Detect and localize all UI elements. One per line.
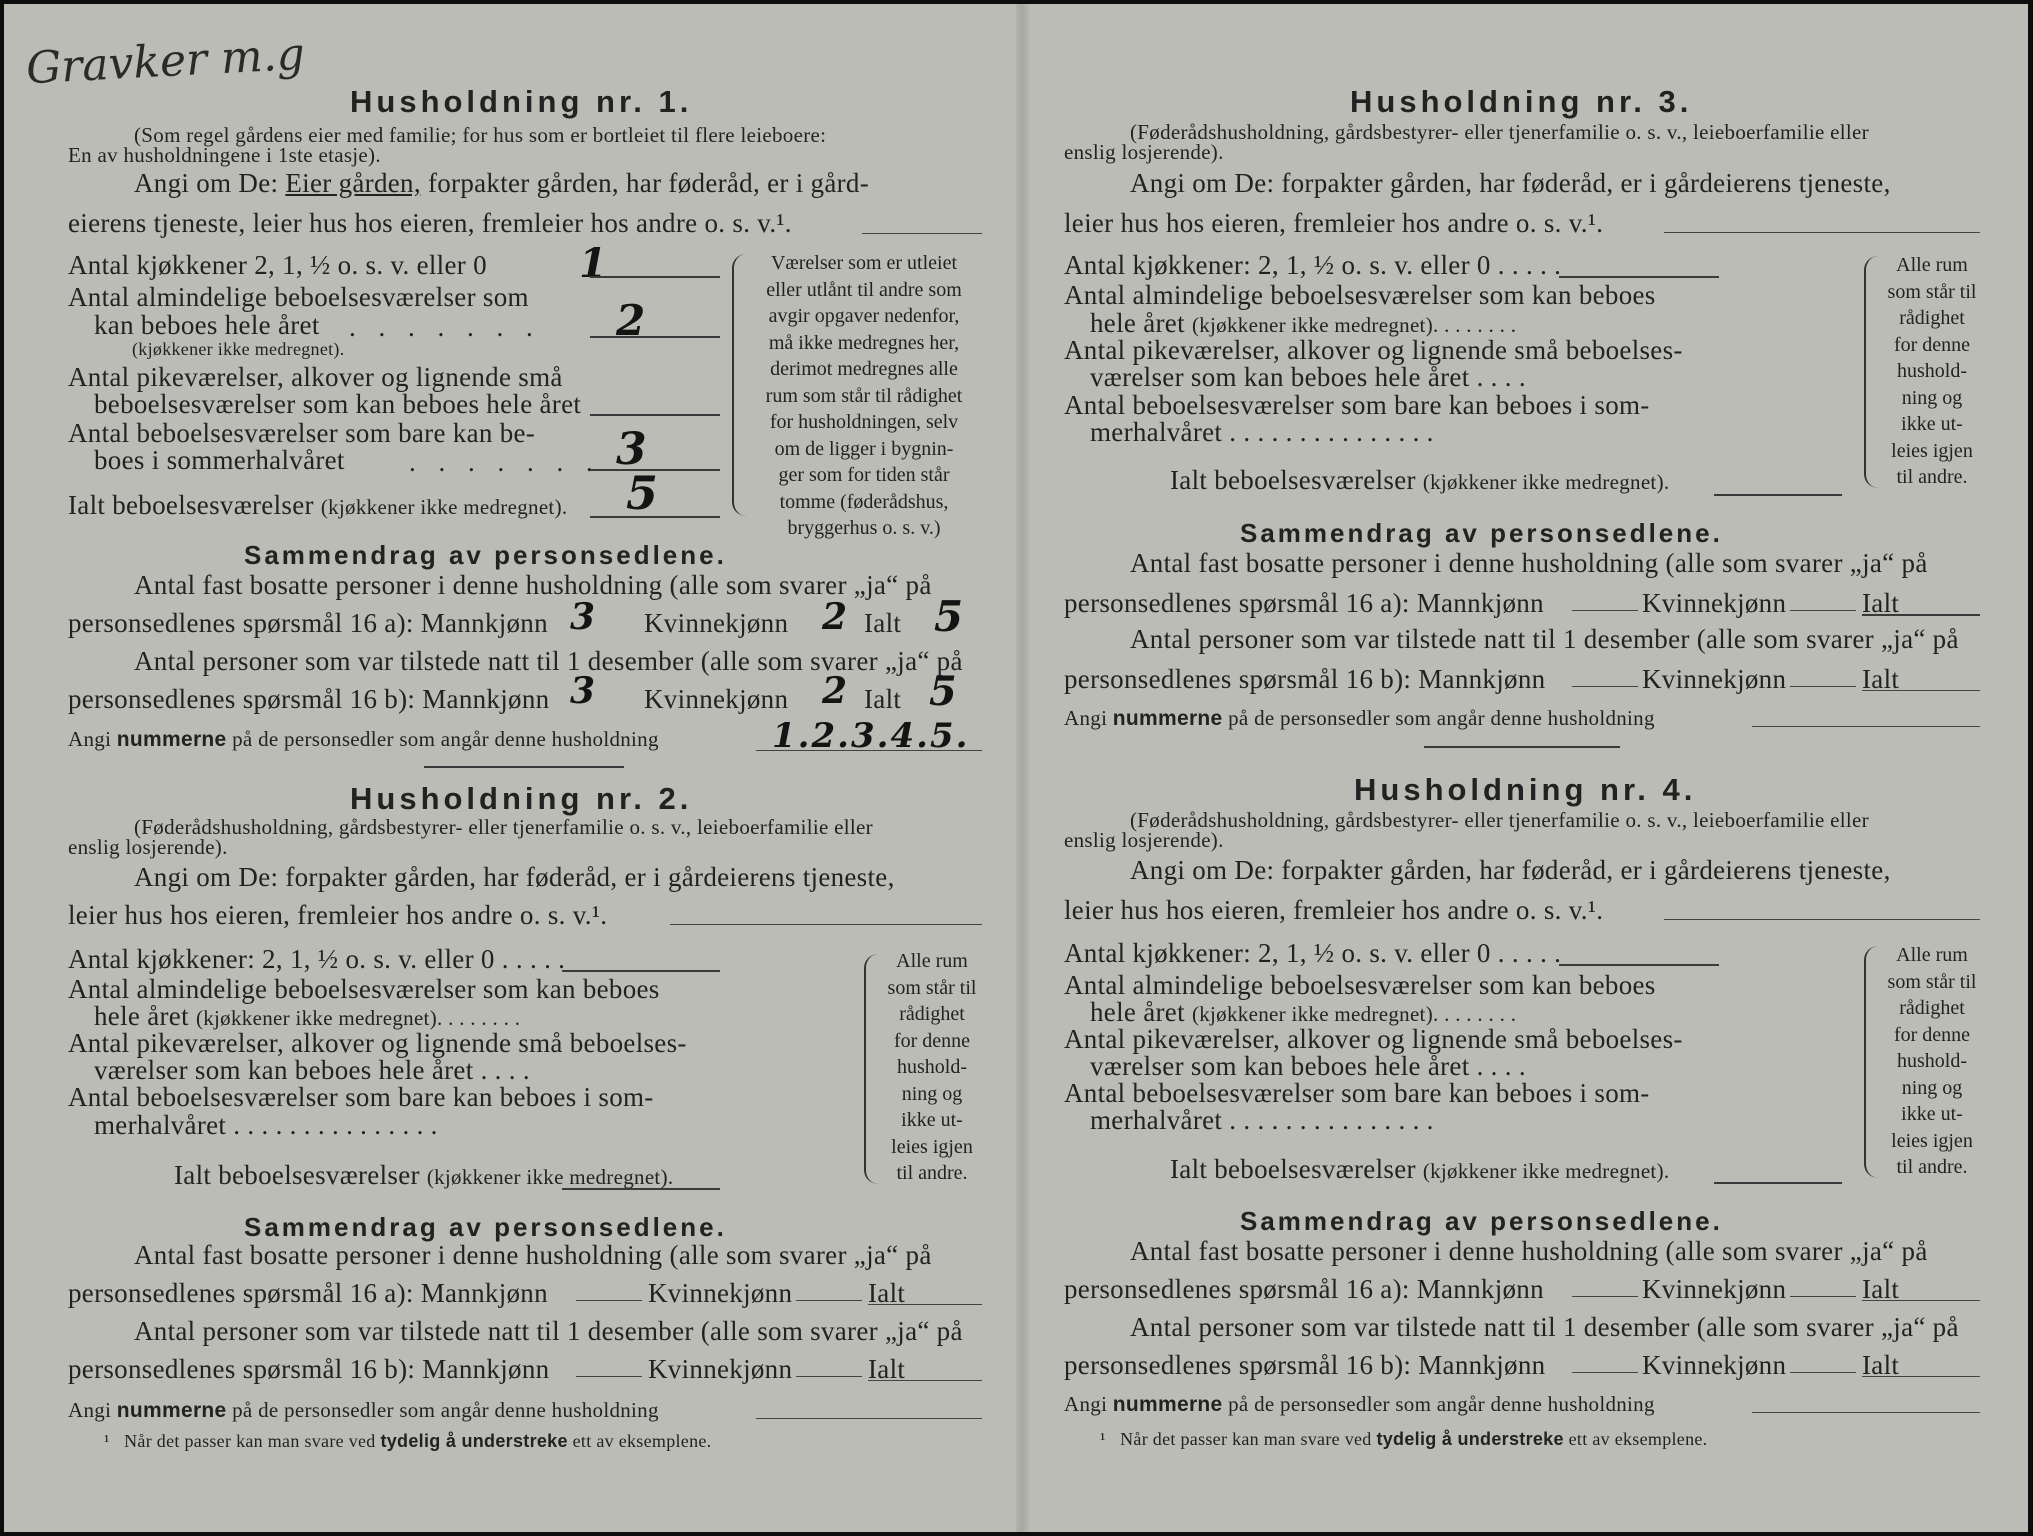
h2-fast-2: personsedlenes spørsmål 16 a): Mannkjønn (68, 1278, 548, 1308)
h1-angi-line-1: Angi om De: Eier gården, forpakter gården, har føderåd, er i gård- (134, 168, 870, 198)
h4-side-note: Alle rum som står til rådighet for denne hushold- ning og ikke ut- leies igjen til andre. (1887, 944, 1977, 1178)
h4-rooms-c-1: Antal beboelsesværelser som bare kan beboes i som- (1064, 1078, 1650, 1108)
h3-angi-1: Angi om De: forpakter gården, har føderåd, er i gårdeierens tjeneste, (1130, 168, 1891, 198)
h1-title: Husholdning nr. 1. (350, 84, 693, 119)
h1-fast-1: Antal fast bosatte personer i denne husholdning (alle som svarer „ja“ på (134, 570, 932, 600)
h2-tilstede-ialt: Ialt (868, 1354, 906, 1384)
h4-intro-2: enslig losjerende). (1064, 828, 1224, 852)
h4-rooms-a-1: Antal almindelige beboelsesværelser som kan beboes (1064, 970, 1656, 1000)
h1-rooms-a-value: 2 (616, 296, 646, 345)
h4-rooms-b-1: Antal pikeværelser, alkover og lignende små beboelses- (1064, 1024, 1683, 1054)
h3-intro-1: (Føderådshusholdning, gårdsbestyrer- eller tjenerfamilie o. s. v., leieboerfamilie eller (1130, 120, 1869, 144)
h2-tilstede-2: personsedlenes spørsmål 16 b): Mannkjønn (68, 1354, 550, 1384)
h2-kitchens: Antal kjøkkener: 2, 1, ½ o. s. v. eller 0 . . . . . (68, 944, 566, 974)
h3-tilstede-1: Antal personer som var tilstede natt til 1 desember (alle som svarer „ja“ på (1130, 624, 1959, 654)
h2-summary-title: Sammendrag av personsedlene. (244, 1212, 727, 1242)
h4-rooms-a-2: hele året (kjøkkener ikke medregnet). . . . . . . . (1090, 997, 1517, 1027)
h3-rooms-c-2: merhalvåret . . . . . . . . . . . . . . . (1090, 417, 1434, 447)
h2-angi-2: leier hus hos eieren, fremleier hos andre o. s. v.¹. (68, 900, 608, 930)
h1-tilstede-kvinne: Kvinnekjønn (644, 684, 789, 714)
h1-angi-line-2: eierens tjeneste, leier hus hos eieren, fremleier hos andre o. s. v.¹. (68, 208, 792, 238)
h2-fast-ialt: Ialt (868, 1278, 906, 1308)
footnote-right: ¹ Når det passer kan man svare ved tydelig å understreke ett av eksemplene. (1100, 1429, 1708, 1449)
h3-total-label: Ialt beboelsesværelser (kjøkkener ikke medregnet). (1170, 465, 1670, 495)
h3-fast-1: Antal fast bosatte personer i denne husholdning (alle som svarer „ja“ på (1130, 548, 1928, 578)
h4-fast-ialt: Ialt (1862, 1274, 1900, 1304)
h4-fast-2: personsedlenes spørsmål 16 a): Mannkjønn (1064, 1274, 1544, 1304)
h1-intro-1: (Som regel gårdens eier med familie; for hus som er bortleiet til flere leieboere: (134, 123, 827, 147)
h4-title: Husholdning nr. 4. (1354, 772, 1697, 807)
h2-rooms-a-2: hele året (kjøkkener ikke medregnet). . . . . . . . (94, 1001, 521, 1031)
h3-rooms-a-1: Antal almindelige beboelsesværelser som kan beboes (1064, 280, 1656, 310)
h1-tilstede-female: 2 (822, 670, 848, 712)
h4-fast-1: Antal fast bosatte personer i denne husholdning (alle som svarer „ja“ på (1130, 1236, 1928, 1266)
h4-tilstede-1: Antal personer som var tilstede natt til 1 desember (alle som svarer „ja“ på (1130, 1312, 1959, 1342)
h1-rooms-c-2: boes i sommerhalvåret (94, 445, 345, 475)
census-form-sheet: Gravker m.g Husholdning nr. 1. (Som regel gårdens eier med familie; for hus som er bortleiet til flere leieboere: En av husholdningene i 1ste etasje). Angi om De: Eier gården, forpakter gården, har føderåd, er i gård- eierens tjeneste, leier hus hos eieren, fremleier hos andre o. s. v.¹. Antal kjøkkener 2, 1, ½ o. s. v. eller 0 1 Antal almindelige beboelsesværelser som kan beboes hele året . . . . . . . 2 (kjøkkener ikke medregnet). Antal pikeværelser, alkover og lignende små beboelsesværelser som kan beboes hele året Antal beboelsesværelser som bare kan be- boes i sommerhalvåret . . . . . . . 3 Ialt beboelsesværelser (kjøkkener ikke medregnet). 5 Værelser som er utleiet eller utlånt til andre som avgir opgaver nedenfor, må ikke medregnes her, derimot medregnes alle rum som står til rådighet for husholdningen, selv om de ligger i bygnin- ger som for tiden står tomme (føderådshus, bryggerhus o. s. v.) Sammendrag av personsedlene. Antal fast bosatte personer i denne husholdning (alle som svarer „ja“ på personsedlenes spørsmål 16 a): Mannkjønn 3 Kvinnekjønn 2 Ialt 5 Antal personer som var tilstede natt til 1 desember (alle som svarer „ja“ på personsedlenes spørsmål 16 b): Mannkjønn 3 Kvinnekjønn 2 Ialt 5 Angi nummerne på de personsedler som angår denne husholdning 1.2.3.4.5. Husholdning nr. 2. (Føderådshusholdning, gårdsbestyrer- eller tjenerfamilie o. s. v., leieboerfamilie eller enslig losjerende). Angi om De: forpakter gården, har føderåd, er i gårdeierens tjeneste, leier hus hos eieren, fremleier hos andre o. s. v.¹. Antal kjøkkener: 2, 1, ½ o. s. v. eller 0 . . . . . Antal almindelige beboelsesværelser som kan beboes hele året (kjøkkener ikke medregnet). . . . . . . . Antal pikeværelser, alkover og lignende små beboelses- værelser som kan beboes hele året . . . . Antal beboelsesværelser som bare kan beboes i som- merhalvåret . . . . . . . . . . . . . . . Ialt beboelsesværelser (kjøkkener ikke medregnet). Alle rum som står til rådighet for denne hushold- ning og ikke ut- leies igjen til andre. Sammendrag av personsedlene. Antal fast bosatte personer i denne husholdning (alle som svarer „ja“ på personsedlenes spørsmål 16 a): Mannkjønn Kvinnekjønn Ialt Antal personer som var tilstede natt til 1 desember (alle som svarer „ja“ på personsedlenes spørsmål 16 b): Mannkjønn Kvinnekjønn Ialt Angi nummerne på de personsedler som angår denne husholdning ¹ Når det passer kan man svare ved tydelig å understreke ett av eksemplene. Husholdning nr. 3. (Føderådshusholdning, gårdsbestyrer- eller tjenerfamilie o. s. v., leieboerfamilie eller enslig losjerende). Angi om De: forpakter gården, har føderåd, er i gårdeierens tjeneste, leier hus hos eieren, fremleier hos andre o. s. v.¹. Antal kjøkkener: 2, 1, ½ o. s. v. eller 0 . . . . . Antal almindelige beboelsesværelser som kan beboes hele året (kjøkkener ikke medregnet). . . . . . . . Antal pikeværelser, alkover og lignende små beboelses- værelser som kan beboes hele året . . . . Antal beboelsesværelser som bare kan beboes i som- merhalvåret . . . . . . . . . . . . . . . Ialt beboelsesværelser (kjøkkener ikke medregnet). Alle rum som står til rådighet for denne hushold- ning og ikke ut- leies igjen til andre. Sammendrag av personsedlene. Antal fast bosatte personer i denne husholdning (alle som svarer „ja“ på personsedlenes spørsmål 16 a): Mannkjønn Kvinnekjønn Ialt Antal personer som var tilstede natt til 1 desember (alle som svarer „ja“ på personsedlenes spørsmål 16 b): Mannkjønn Kvinnekjønn Ialt Angi nummerne på de personsedler som angår denne husholdning Husholdning nr. 4. (Føderådshusholdning, gårdsbestyrer- eller tjenerfamilie o. s. v., leieboerfamilie eller enslig losjerende). Angi om De: forpakter gården, har føderåd, er i gårdeierens tjeneste, leier hus hos eieren, fremleier hos andre o. s. v.¹. Antal kjøkkener: 2, 1, ½ o. s. v. eller 0 . . . . . Antal almindelige beboelsesværelser som kan beboes hele året (kjøkkener ikke medregnet). . . . . . . . Antal pikeværelser, alkover og lignende små beboelses- værelser som kan beboes hele året . . . . Antal beboelsesværelser som bare kan beboes i som- merhalvåret . . . . . . . . . . . . . . . Ialt beboelsesværelser (kjøkkener ikke medregnet). Alle rum som står til rådighet for denne hushold- ning og ikke ut- leies igjen til andre. Sammendrag av personsedlene. Antal fast bosatte personer i denne husholdning (alle som svarer „ja“ på personsedlenes spørsmål 16 a): Mannkjønn Kvinnekjønn Ialt Antal personer som var tilstede natt til 1 desember (alle som svarer „ja“ på personsedlenes spørsmål 16 b): Mannkjønn Kvinnekjønn Ialt Angi nummerne på de personsedler som angår denne husholdning ¹ Når det passer kan man svare ved tydelig å understreke ett av eksemplene. (4, 4, 2028, 1532)
h3-rooms-b-2: værelser som kan beboes hele året . . . . (1090, 362, 1526, 392)
page-fold (1016, 4, 1030, 1532)
h1-fast-total: 5 (934, 592, 964, 641)
h1-tilstede-1: Antal personer som var tilstede natt til 1 desember (alle som svarer „ja“ på (134, 646, 963, 676)
h1-tilstede-male: 3 (570, 670, 596, 712)
h1-kitchens-value: 1 (579, 240, 607, 287)
h2-nummer-line: Angi nummerne på de personsedler som angår denne husholdning (68, 1398, 659, 1422)
h1-side-note: Værelser som er utleiet eller utlånt til andre som avgir opgaver nedenfor, må ikke medregnes her, derimot medregnes alle rum som står til rådighet for husholdningen, selv om de ligger i bygnin- ger som for tiden står tomme (føderådshus, bryggerhus o. s. v.) (765, 252, 963, 539)
h3-side-note: Alle rum som står til rådighet for denne hushold- ning og ikke ut- leies igjen til andre. (1887, 254, 1977, 488)
h4-tilstede-ialt: Ialt (1862, 1350, 1900, 1380)
handwritten-place-name: Gravker m.g (24, 28, 307, 95)
h1-rooms-a-3: (kjøkkener ikke medregnet). (132, 339, 345, 359)
h3-angi-2: leier hus hos eieren, fremleier hos andre o. s. v.¹. (1064, 208, 1604, 238)
h3-intro-2: enslig losjerende). (1064, 140, 1224, 164)
h2-tilstede-kvinne: Kvinnekjønn (648, 1354, 793, 1384)
h1-total-label: Ialt beboelsesværelser (kjøkkener ikke medregnet). (68, 490, 568, 520)
h2-rooms-a-1: Antal almindelige beboelsesværelser som kan beboes (68, 974, 660, 1004)
h2-fast-1: Antal fast bosatte personer i denne husholdning (alle som svarer „ja“ på (134, 1240, 932, 1270)
h1-nummer-values: 1.2.3.4.5. (772, 716, 970, 756)
h1-kitchens-label: Antal kjøkkener 2, 1, ½ o. s. v. eller 0 (68, 250, 487, 280)
footnote-left: ¹ Når det passer kan man svare ved tydelig å understreke ett av eksemplene. (104, 1431, 712, 1451)
h3-title: Husholdning nr. 3. (1350, 84, 1693, 119)
h4-intro-1: (Føderådshusholdning, gårdsbestyrer- eller tjenerfamilie o. s. v., leieboerfamilie eller (1130, 808, 1869, 832)
h2-intro-2: enslig losjerende). (68, 835, 228, 859)
h3-rooms-b-1: Antal pikeværelser, alkover og lignende små beboelses- (1064, 335, 1683, 365)
h4-tilstede-kvinne: Kvinnekjønn (1642, 1350, 1787, 1380)
h2-rooms-c-1: Antal beboelsesværelser som bare kan beboes i som- (68, 1082, 654, 1112)
h3-rooms-a-2: hele året (kjøkkener ikke medregnet). . . . . . . . (1090, 308, 1517, 338)
h2-rooms-b-1: Antal pikeværelser, alkover og lignende små beboelses- (68, 1028, 687, 1058)
h1-tilstede-ialt: Ialt (864, 684, 902, 714)
h1-total-value: 5 (626, 466, 659, 520)
h2-total-label: Ialt beboelsesværelser (kjøkkener ikke medregnet). (174, 1160, 674, 1190)
h2-rooms-c-2: merhalvåret . . . . . . . . . . . . . . . (94, 1110, 438, 1140)
h3-tilstede-2: personsedlenes spørsmål 16 b): Mannkjønn (1064, 664, 1546, 694)
h1-fast-ialt: Ialt (864, 608, 902, 638)
h4-kitchens: Antal kjøkkener: 2, 1, ½ o. s. v. eller 0 . . . . . (1064, 938, 1562, 968)
h4-angi-2: leier hus hos eieren, fremleier hos andre o. s. v.¹. (1064, 895, 1604, 925)
h1-rooms-a-1: Antal almindelige beboelsesværelser som (68, 282, 529, 312)
h1-tilstede-2: personsedlenes spørsmål 16 b): Mannkjønn (68, 684, 550, 714)
h4-rooms-c-2: merhalvåret . . . . . . . . . . . . . . . (1090, 1105, 1434, 1135)
h1-tilstede-total: 5 (929, 668, 957, 715)
h4-nummer-line: Angi nummerne på de personsedler som angår denne husholdning (1064, 1392, 1655, 1416)
h2-fast-kvinne: Kvinnekjønn (648, 1278, 793, 1308)
h1-rooms-b-2: beboelsesværelser som kan beboes hele året (94, 389, 582, 419)
h1-fast-2: personsedlenes spørsmål 16 a): Mannkjønn (68, 608, 548, 638)
h1-nummer-line: Angi nummerne på de personsedler som angår denne husholdning (68, 727, 659, 751)
h3-nummer-line: Angi nummerne på de personsedler som angår denne husholdning (1064, 706, 1655, 730)
h3-fast-2: personsedlenes spørsmål 16 a): Mannkjønn (1064, 588, 1544, 618)
h3-rooms-c-1: Antal beboelsesværelser som bare kan beboes i som- (1064, 390, 1650, 420)
h1-fast-female: 2 (822, 596, 848, 638)
h1-rooms-a-2: kan beboes hele året (94, 310, 320, 340)
h1-rooms-b-1: Antal pikeværelser, alkover og lignende små (68, 362, 563, 392)
h2-rooms-b-2: værelser som kan beboes hele året . . . . (94, 1055, 530, 1085)
h4-tilstede-2: personsedlenes spørsmål 16 b): Mannkjønn (1064, 1350, 1546, 1380)
h3-fast-ialt: Ialt (1862, 588, 1900, 618)
h1-fast-male: 3 (570, 596, 596, 638)
h4-total-label: Ialt beboelsesværelser (kjøkkener ikke medregnet). (1170, 1154, 1670, 1184)
h4-rooms-b-2: værelser som kan beboes hele året . . . . (1090, 1051, 1526, 1081)
h1-summary-title: Sammendrag av personsedlene. (244, 540, 727, 570)
h2-intro-1: (Føderådshusholdning, gårdsbestyrer- eller tjenerfamilie o. s. v., leieboerfamilie eller (134, 815, 873, 839)
h3-summary-title: Sammendrag av personsedlene. (1240, 518, 1723, 548)
h4-fast-kvinne: Kvinnekjønn (1642, 1274, 1787, 1304)
h2-title: Husholdning nr. 2. (350, 781, 693, 816)
h4-angi-1: Angi om De: forpakter gården, har føderåd, er i gårdeierens tjeneste, (1130, 855, 1891, 885)
h1-rooms-c-value: 3 (616, 424, 647, 475)
h3-tilstede-kvinne: Kvinnekjønn (1642, 664, 1787, 694)
h2-side-note: Alle rum som står til rådighet for denne hushold- ning og ikke ut- leies igjen til andre. (887, 950, 977, 1184)
h2-tilstede-1: Antal personer som var tilstede natt til 1 desember (alle som svarer „ja“ på (134, 1316, 963, 1346)
h4-summary-title: Sammendrag av personsedlene. (1240, 1206, 1723, 1236)
h1-intro-2: En av husholdningene i 1ste etasje). (68, 143, 381, 167)
h3-kitchens: Antal kjøkkener: 2, 1, ½ o. s. v. eller 0 . . . . . (1064, 250, 1562, 280)
h1-fast-kvinne: Kvinnekjønn (644, 608, 789, 638)
h1-rooms-c-1: Antal beboelsesværelser som bare kan be- (68, 418, 536, 448)
h3-fast-kvinne: Kvinnekjønn (1642, 588, 1787, 618)
h3-tilstede-ialt: Ialt (1862, 664, 1900, 694)
h2-angi-1: Angi om De: forpakter gården, har føderåd, er i gårdeierens tjeneste, (134, 862, 895, 892)
